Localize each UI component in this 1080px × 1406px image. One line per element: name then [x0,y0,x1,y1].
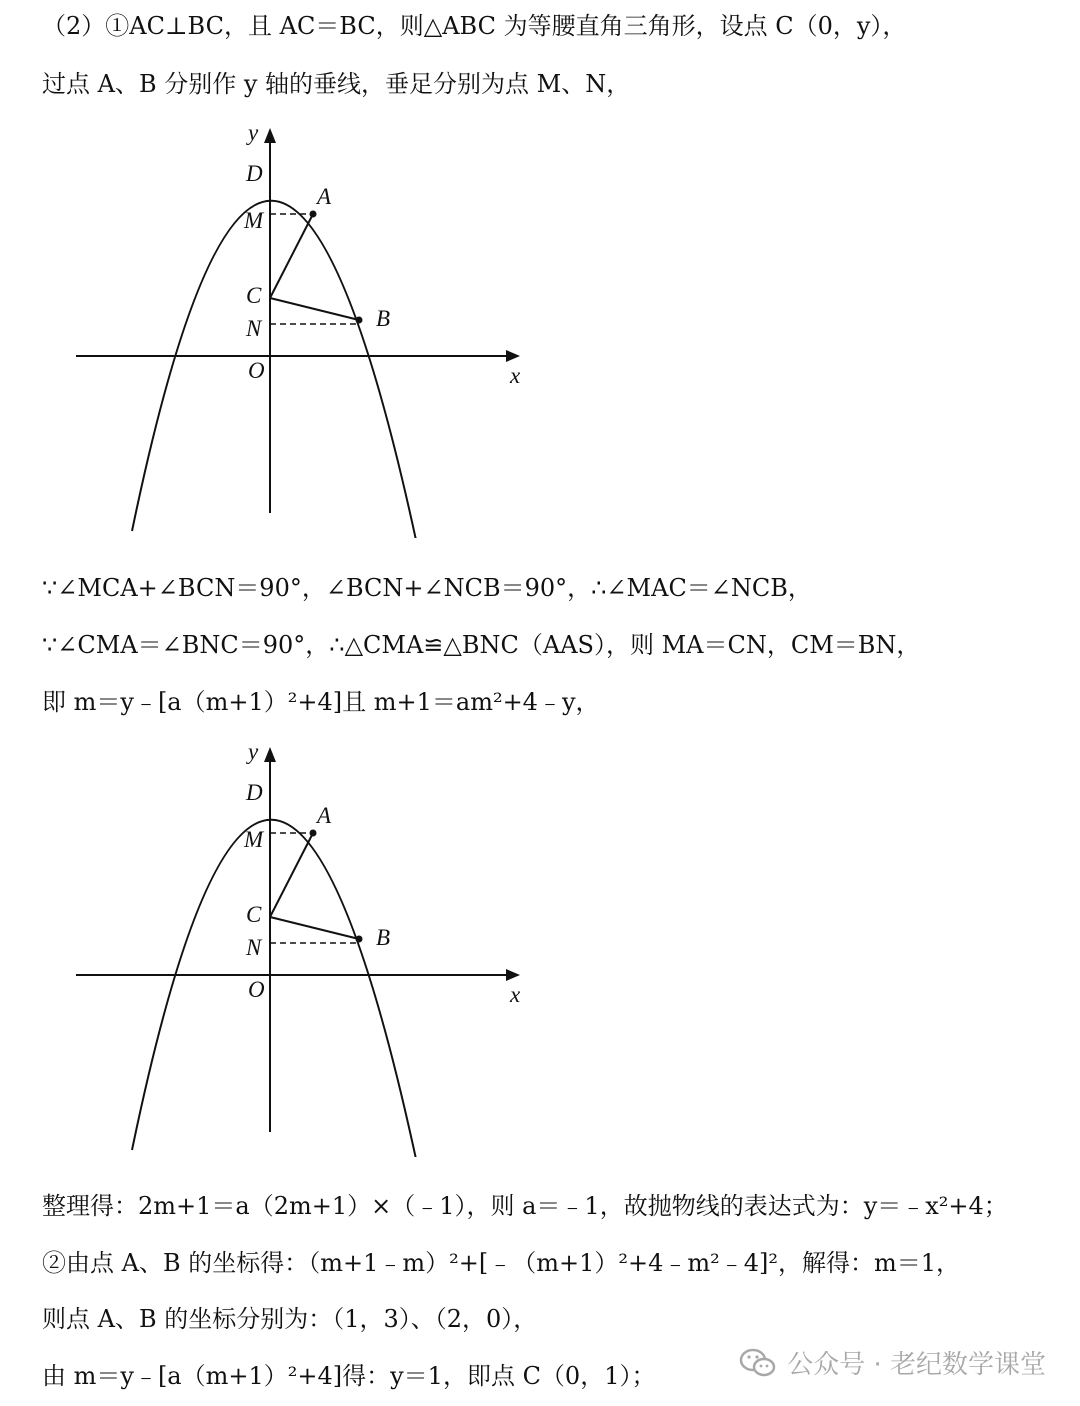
x-axis-arrow [506,350,520,362]
text-line-1: （2）①AC⊥BC，且 AC＝BC，则△ABC 为等腰直角三角形，设点 C（0，y）， [42,12,907,40]
label-o: O [248,977,265,1002]
label-d: D [246,161,263,186]
text-line-6: 整理得：2m+1＝a（2m+1）×（﹣1），则 a＝﹣1，故抛物线的表达式为：y＝﹣x²+4； [42,1192,1008,1220]
parabola-curve [132,201,416,538]
point-a [310,830,317,837]
point-a [310,211,317,218]
label-b: B [376,925,391,950]
label-n: N [246,935,262,960]
segment-cb [270,917,359,939]
text-line-9: 由 m＝y﹣[a（m+1）²+4]得：y＝1，即点 C（0，1）； [42,1362,656,1390]
label-x: x [510,982,521,1007]
y-axis-arrow [264,128,276,143]
segment-ca [270,214,313,298]
text-line-2: 过点 A、B 分别作 y 轴的垂线，垂足分别为点 M、N， [42,70,631,98]
y-axis-arrow [264,747,276,762]
text-line-7: ②由点 A、B 的坐标得：（m+1﹣m）²+[﹣（m+1）²+4﹣m²﹣4]²，解得：m＝1， [42,1249,961,1277]
segment-cb [270,298,359,320]
label-c: C [246,902,262,927]
point-b [356,936,363,943]
text-line-3: ∵∠MCA+∠BCN＝90°，∠BCN+∠NCB＝90°，∴∠MAC＝∠NCB， [42,574,812,602]
parabola-curve [132,820,416,1157]
label-b: B [376,306,391,331]
segment-ca [270,833,313,917]
watermark [739,1344,1046,1381]
label-y: y [248,120,259,145]
text-line-5: 即 m＝y﹣[a（m+1）²+4]且 m+1＝am²+4﹣y， [42,688,600,716]
label-a: A [317,184,332,209]
label-n: N [246,316,262,341]
label-m: M [244,827,264,852]
parabola-figure-1 [60,118,540,538]
label-o: O [248,358,265,383]
x-axis-arrow [506,969,520,981]
text-line-8: 则点 A、B 的坐标分别为：（1，3）、（2，0）， [42,1305,538,1333]
label-c: C [246,283,262,308]
label-a: A [317,803,332,828]
point-b [356,317,363,324]
label-x: x [510,363,521,388]
label-d: D [246,780,263,805]
parabola-figure-2 [60,737,540,1157]
watermark-text: 公众号 · 老纪数学课堂 [787,1350,1046,1380]
label-m: M [244,208,264,233]
wechat-icon [739,1347,777,1379]
label-y: y [248,739,259,764]
text-line-4: ∵∠CMA＝∠BNC＝90°，∴△CMA≌△BNC（AAS），则 MA＝CN，CM＝BN， [42,631,921,659]
